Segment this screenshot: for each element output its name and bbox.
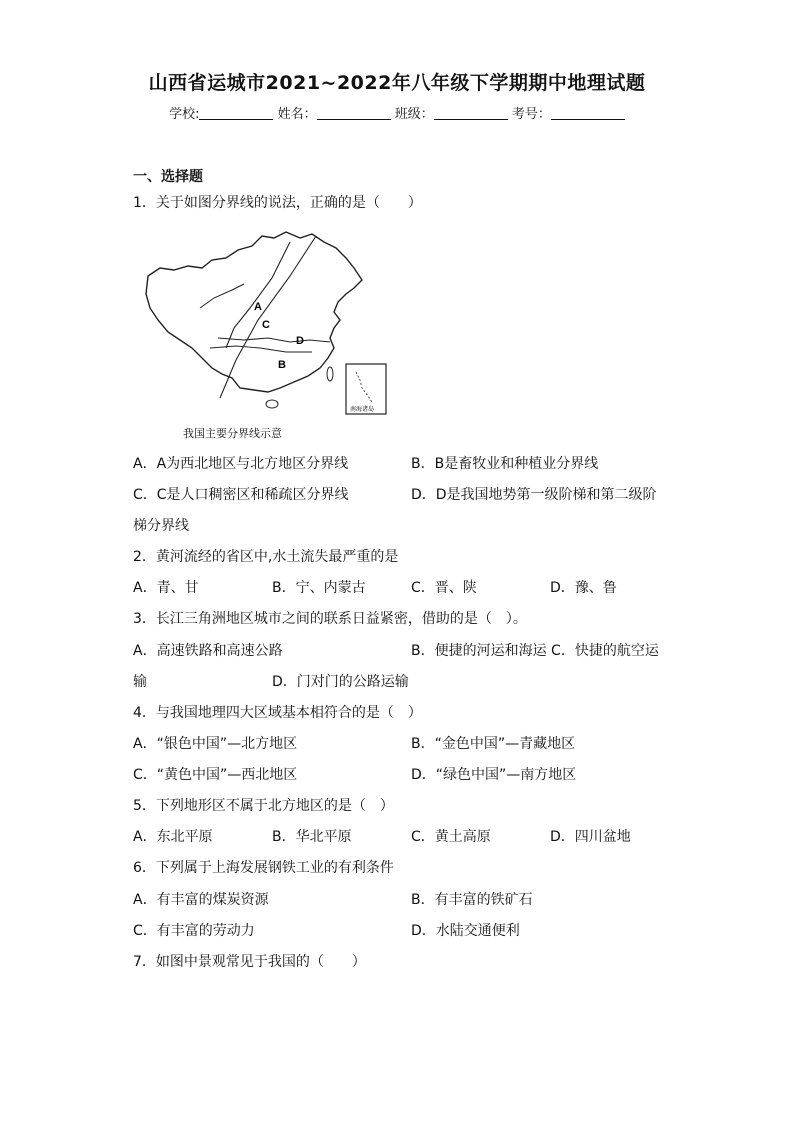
yellow-river xyxy=(200,284,244,308)
q5-option-b[interactable]: B．华北平原 xyxy=(272,829,352,845)
q4-option-b[interactable]: B．“金色中国”—青藏地区 xyxy=(411,736,576,752)
map-label-a: A xyxy=(254,301,262,313)
question-3-stem: 3．长江三角洲地区城市之间的联系日益紧密，借助的是（ ）。 xyxy=(133,611,527,627)
q4-option-c[interactable]: C．“黄色中国”—西北地区 xyxy=(133,767,298,783)
question-1-stem: 1．关于如图分界线的说法，正确的是（ ） xyxy=(133,195,422,211)
boundary-line-c xyxy=(220,236,316,398)
q5-option-d[interactable]: D．四川盆地 xyxy=(550,829,631,845)
q4-option-a[interactable]: A．“银色中国”—北方地区 xyxy=(133,736,298,752)
q1-option-d[interactable]: D．D是我国地势第一级阶梯和第二级阶 xyxy=(411,487,657,503)
q2-option-a[interactable]: A．青、甘 xyxy=(133,580,199,596)
class-blank[interactable] xyxy=(434,107,508,120)
q1-option-a[interactable]: A．A为西北地区与北方地区分界线 xyxy=(133,456,349,472)
q6-option-a[interactable]: A．有丰富的煤炭资源 xyxy=(133,892,269,908)
map-label-b: B xyxy=(278,359,286,371)
q6-option-d[interactable]: D．水陆交通便利 xyxy=(411,923,520,939)
map-caption: 我国主要分界线示意 xyxy=(183,427,282,440)
map-label-d: D xyxy=(296,335,304,347)
q2-option-b[interactable]: B．宁、内蒙古 xyxy=(272,580,366,596)
inset-dashes xyxy=(356,372,372,402)
q3-option-c-cont: 输 xyxy=(133,674,147,690)
class-label: 班级： xyxy=(394,107,434,122)
hainan-island xyxy=(266,400,278,408)
inset-label: 南海诸岛 xyxy=(350,406,375,413)
boundary-line-a xyxy=(226,242,290,348)
q3-option-a[interactable]: A．高速铁路和高速公路 xyxy=(133,643,283,659)
q6-option-b[interactable]: B．有丰富的铁矿石 xyxy=(411,892,533,908)
page-title: 山西省运城市2021~2022年八年级下学期期中地理试题 xyxy=(148,72,646,94)
q2-option-d[interactable]: D．豫、鲁 xyxy=(550,580,617,596)
school-blank[interactable] xyxy=(199,107,273,120)
question-4-stem: 4．与我国地理四大区域基本相符合的是（ ） xyxy=(133,705,422,721)
q3-option-b-c[interactable]: B．便捷的河运和海运 C．快捷的航空运 xyxy=(411,643,659,659)
name-blank[interactable] xyxy=(317,107,391,120)
q2-option-c[interactable]: C．晋、陕 xyxy=(411,580,477,596)
q5-option-a[interactable]: A．东北平原 xyxy=(133,829,213,845)
q1-option-b[interactable]: B．B是畜牧业和种植业分界线 xyxy=(411,456,599,472)
number-label: 考号： xyxy=(511,107,551,122)
number-blank[interactable] xyxy=(551,107,625,120)
question-2-stem: 2．黄河流经的省区中,水土流失最严重的是 xyxy=(133,549,399,565)
name-label: 姓名： xyxy=(277,107,317,122)
question-7-stem: 7．如图中景观常见于我国的（ ） xyxy=(133,954,366,970)
school-label: 学校: xyxy=(169,107,200,122)
q5-option-c[interactable]: C．黄土高原 xyxy=(411,829,491,845)
q3-option-d[interactable]: D．门对门的公路运输 xyxy=(272,674,409,690)
q4-option-d[interactable]: D．“绿色中国”—南方地区 xyxy=(411,767,577,783)
china-map-figure xyxy=(140,228,392,420)
boundary-line-b xyxy=(218,338,330,342)
question-5-stem: 5．下列地形区不属于北方地区的是（ ） xyxy=(133,798,394,814)
question-6-stem: 6．下列属于上海发展钢铁工业的有利条件 xyxy=(133,860,394,876)
section-title: 一、选择题 xyxy=(133,169,203,185)
q1-option-c[interactable]: C．C是人口稠密区和稀疏区分界线 xyxy=(133,487,349,503)
q6-option-c[interactable]: C．有丰富的劳动力 xyxy=(133,923,255,939)
student-info-line xyxy=(0,103,794,122)
taiwan-island xyxy=(327,367,333,381)
china-boundary-map xyxy=(140,228,392,420)
q1-option-d-cont: 梯分界线 xyxy=(133,518,189,534)
map-label-c: C xyxy=(262,319,270,331)
